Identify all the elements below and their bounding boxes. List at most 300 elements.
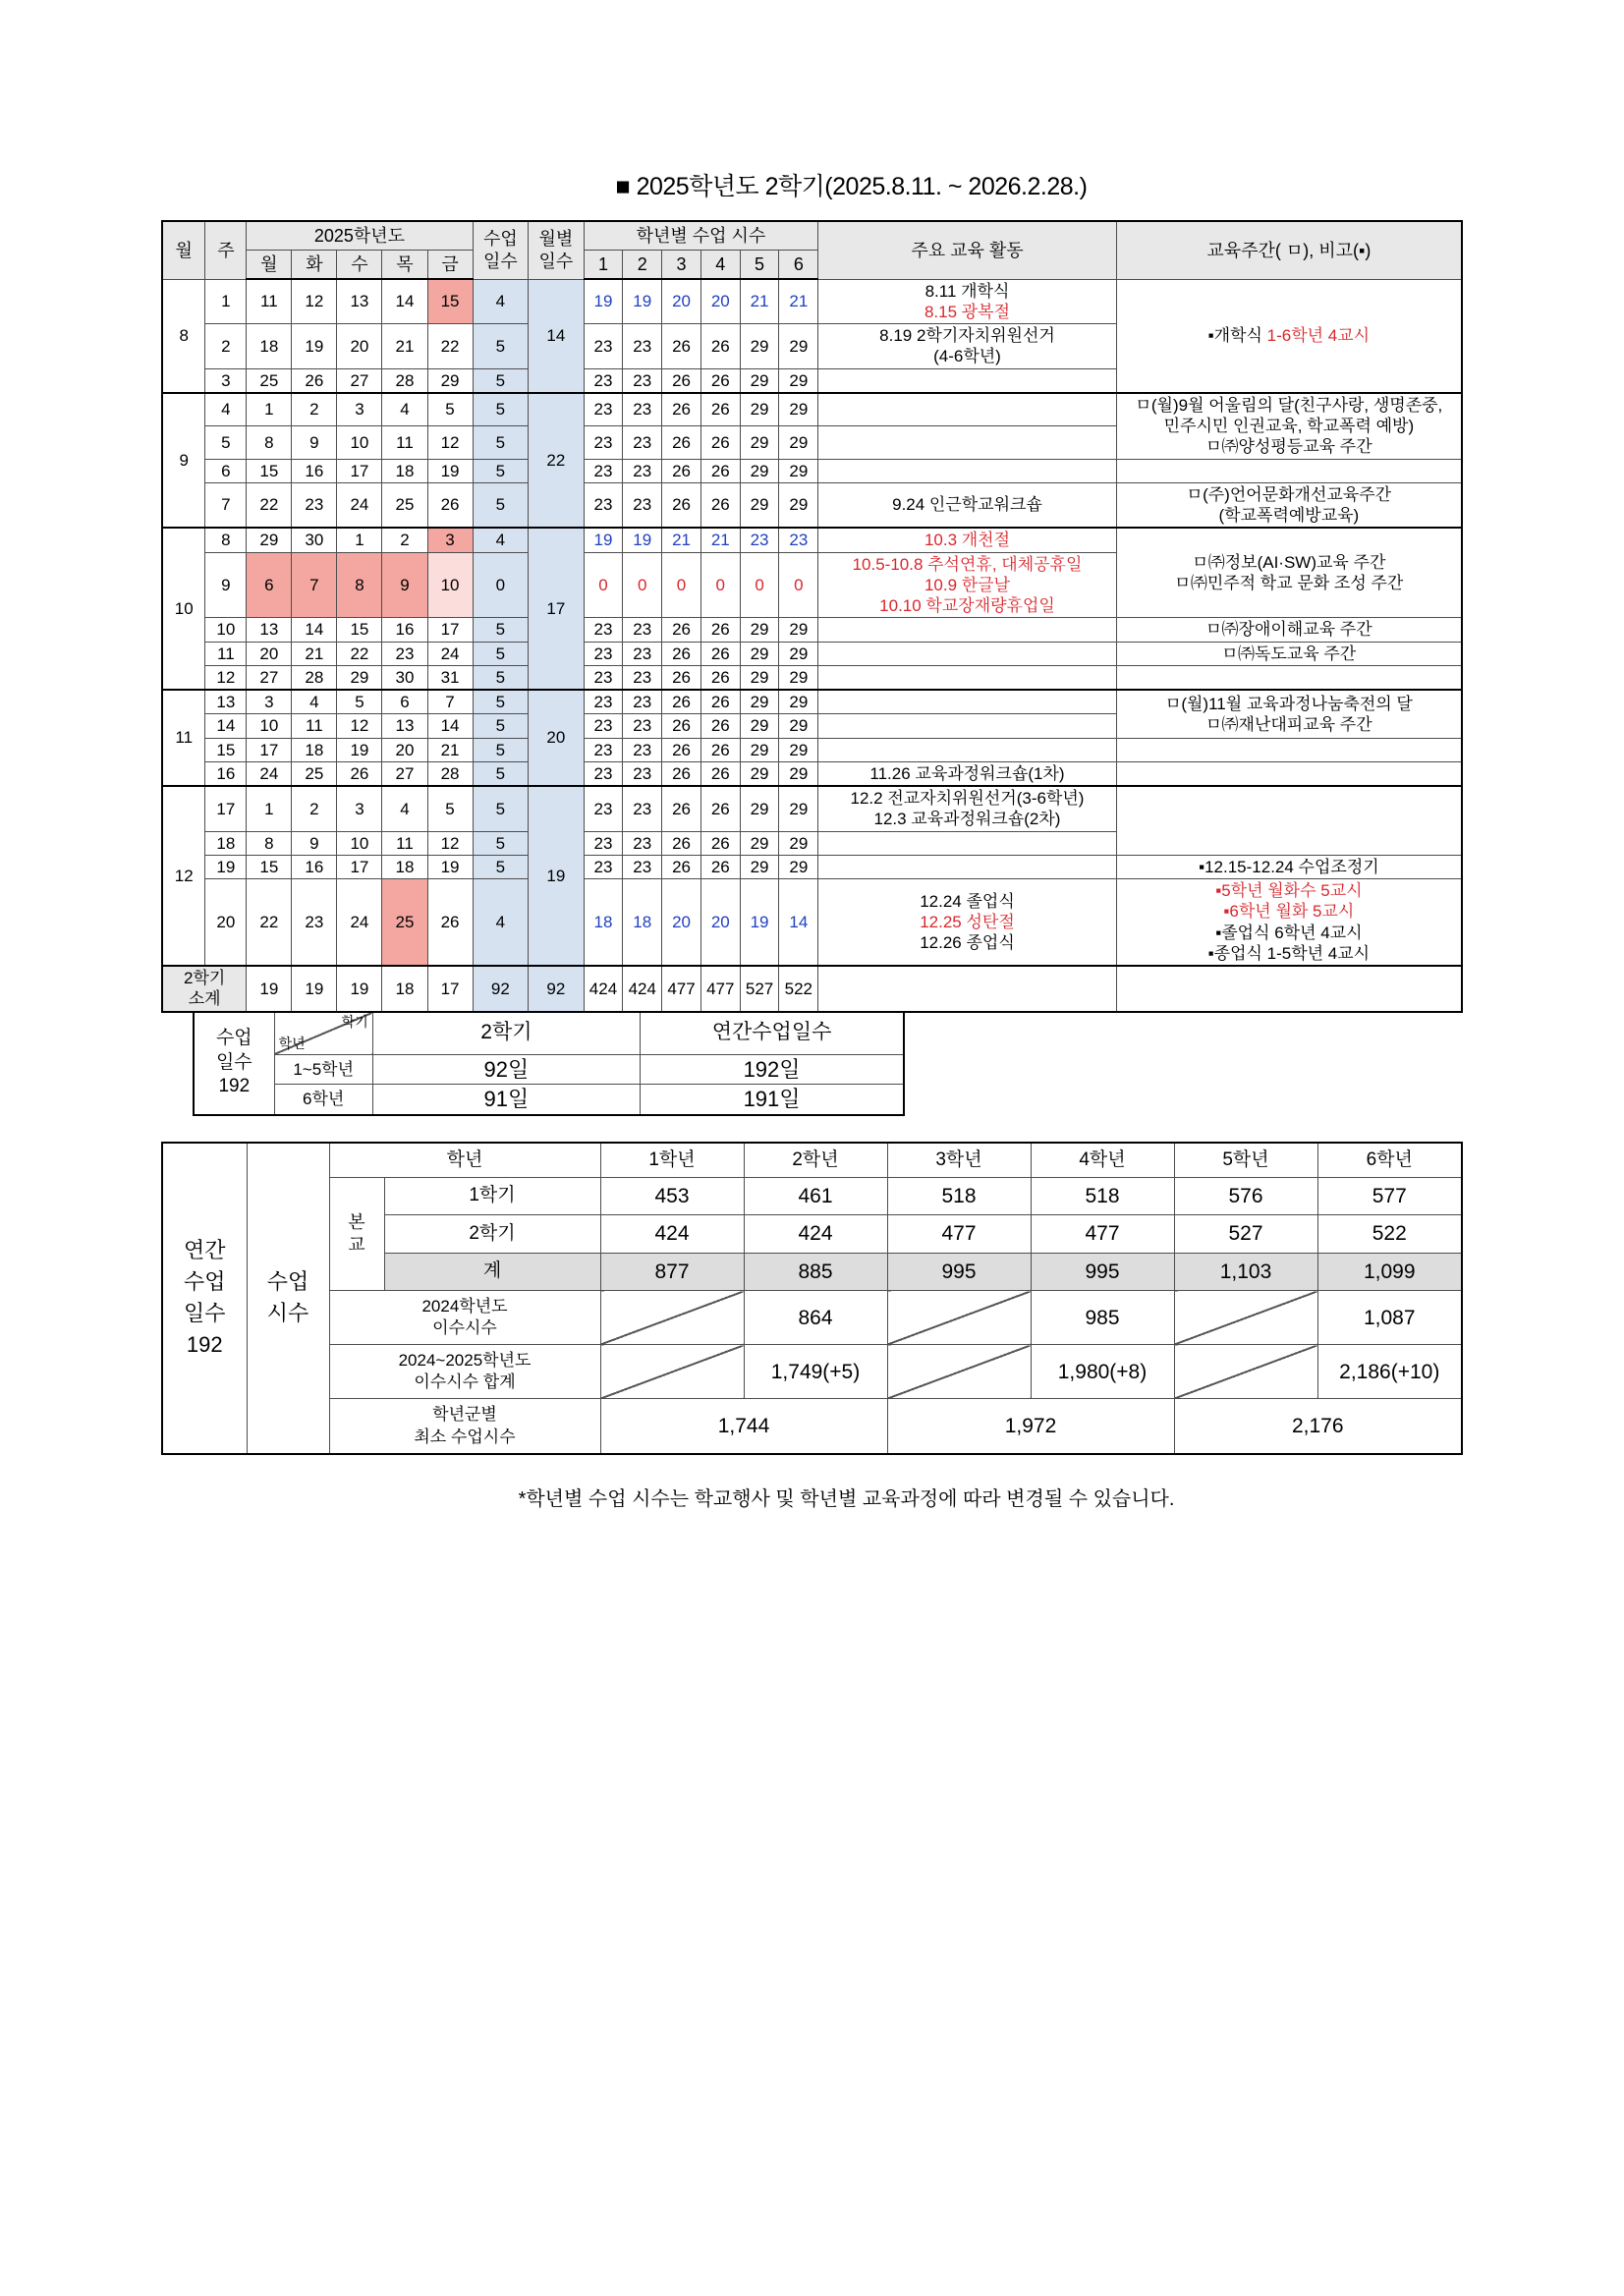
edu-week-note-cell (1116, 665, 1462, 690)
month-label: 10 (162, 528, 205, 690)
grade-hours-value: 26 (662, 482, 701, 528)
grade-hours-value: 29 (779, 855, 818, 878)
days-summary-left-1: 수업 (215, 1027, 252, 1048)
grade-hours-value: 23 (623, 690, 662, 714)
date-cell: 17 (427, 618, 473, 642)
month-label: 8 (162, 279, 205, 393)
date-cell: 19 (427, 459, 473, 482)
grade-hours-value: 29 (740, 459, 779, 482)
cell-value: 995 (1031, 1253, 1174, 1290)
header-grade-1: 1 (584, 251, 623, 280)
header-grade-5: 5 (740, 251, 779, 280)
date-cell: 11 (292, 714, 337, 738)
grade-hours-value: 29 (779, 368, 818, 393)
subtotal-row (162, 966, 1462, 1012)
week-number: 14 (205, 714, 247, 738)
edu-week-note-cell: ▪5학년 월화수 5교시 ▪6학년 월화 5교시 ▪졸업식 6학년 4교시 ▪종업식 1-5학년 4교시 (1116, 879, 1462, 967)
grade-hours-value: 26 (662, 393, 701, 426)
grade-hours-value: 23 (623, 665, 662, 690)
grade-hours-value: 26 (662, 738, 701, 761)
table-row (162, 459, 1462, 482)
month-days-value: 20 (529, 690, 585, 786)
table-row (162, 279, 1462, 324)
header-day-0: 월 (247, 251, 292, 280)
date-cell: 19 (337, 738, 382, 761)
date-cell: 7 (427, 690, 473, 714)
grade-hours-value: 29 (740, 482, 779, 528)
date-cell: 12 (292, 279, 337, 324)
header-month-days: 월별 일수 (529, 221, 585, 279)
grade-hours-value: 23 (584, 324, 623, 369)
class-days-value: 5 (473, 618, 529, 642)
edu-week-note-cell: ㅁ(월)9월 어울림의 달(친구사랑, 생명존중, 민주시민 인권교육, 학교폭력 예방) ㅁ㈜양성평등교육 주간 (1116, 393, 1462, 459)
subtotal-grade-hours: 522 (779, 966, 818, 1012)
header-grade-2: 2 (623, 251, 662, 280)
grade-hours-value: 26 (662, 714, 701, 738)
date-cell: 2 (382, 528, 427, 552)
date-cell: 28 (292, 665, 337, 690)
date-cell: 27 (247, 665, 292, 690)
date-cell: 13 (382, 714, 427, 738)
grade-hours-value: 26 (662, 761, 701, 786)
grade-hours-value: 29 (779, 831, 818, 855)
days-summary-left-2: 일수 (215, 1051, 252, 1073)
date-cell: 15 (247, 459, 292, 482)
table-row (162, 690, 1462, 714)
edu-week-note-cell (1116, 738, 1462, 761)
table-row (162, 786, 1462, 831)
activity-cell: 8.19 2학기자치위원선거 (4-6학년) (818, 324, 1117, 369)
header-year: 2025학년도 (247, 221, 473, 251)
grade-hours-value: 29 (779, 714, 818, 738)
date-cell: 15 (337, 618, 382, 642)
table-row (162, 879, 1462, 967)
date-cell: 31 (427, 665, 473, 690)
edu-week-note-cell: ▪개학식 1-6학년 4교시 (1116, 279, 1462, 393)
date-cell: 24 (427, 642, 473, 665)
class-days-value: 5 (473, 786, 529, 831)
date-cell: 3 (247, 690, 292, 714)
activity-cell (818, 393, 1117, 426)
grade-hours-value: 0 (779, 552, 818, 618)
grade-hours-value: 23 (623, 831, 662, 855)
grade-hours-value: 26 (700, 368, 740, 393)
grade-hours-value: 29 (740, 665, 779, 690)
grade-hours-value: 21 (740, 279, 779, 324)
grade-hours-value: 26 (662, 324, 701, 369)
grade-hours-value: 18 (584, 879, 623, 967)
week-number: 11 (205, 642, 247, 665)
grade-hours-value: 23 (584, 831, 623, 855)
cell-value: 522 (1317, 1215, 1462, 1253)
grade-hours-value: 26 (700, 642, 740, 665)
class-days-value: 5 (473, 324, 529, 369)
grade-hours-value: 26 (700, 393, 740, 426)
cell-value: 877 (600, 1253, 744, 1290)
date-cell: 24 (247, 761, 292, 786)
subtotal-month-days: 92 (529, 966, 585, 1012)
date-cell: 13 (337, 279, 382, 324)
row-label: 2학기 (384, 1215, 600, 1253)
annual-left-1: 연간 (183, 1238, 226, 1263)
grade-hours-value: 23 (584, 368, 623, 393)
date-cell: 25 (247, 368, 292, 393)
date-cell: 28 (382, 368, 427, 393)
week-number: 2 (205, 324, 247, 369)
grade-hours-value: 23 (623, 738, 662, 761)
grade-hours-value: 29 (740, 761, 779, 786)
activity-cell: 9.24 인근학교워크숍 (818, 482, 1117, 528)
cell-value: 1,749(+5) (744, 1345, 887, 1399)
grade-hours-value: 18 (623, 879, 662, 967)
date-cell: 9 (292, 831, 337, 855)
class-days-value: 5 (473, 761, 529, 786)
week-number: 16 (205, 761, 247, 786)
date-cell: 10 (337, 831, 382, 855)
subtotal-grade-hours: 477 (662, 966, 701, 1012)
date-cell: 19 (292, 324, 337, 369)
grade-hours-value: 23 (584, 665, 623, 690)
grade-hours-value: 23 (584, 786, 623, 831)
two-year-label-2: 이수시수 합계 (414, 1372, 516, 1392)
grade-hours-value: 29 (779, 482, 818, 528)
class-days-value: 4 (473, 528, 529, 552)
header-day-3: 목 (382, 251, 427, 280)
header-grade-4: 4 (700, 251, 740, 280)
date-cell: 20 (382, 738, 427, 761)
grade-hours-value: 26 (662, 690, 701, 714)
date-cell: 3 (337, 393, 382, 426)
month-label: 12 (162, 786, 205, 966)
semester-days-value: 91일 (372, 1085, 640, 1115)
week-number: 10 (205, 618, 247, 642)
date-cell: 17 (337, 855, 382, 878)
table-row (162, 618, 1462, 642)
cell-value: 1,980(+8) (1031, 1345, 1174, 1399)
table-row (162, 1178, 1462, 1215)
date-cell: 1 (247, 786, 292, 831)
activity-cell (818, 714, 1117, 738)
subtotal-label: 2학기 소계 (162, 966, 247, 1012)
date-cell: 15 (247, 855, 292, 878)
grade-hours-value: 29 (740, 831, 779, 855)
header-class-days: 수업 일수 (473, 221, 529, 279)
annual-left-3: 일수 (183, 1301, 226, 1326)
date-cell: 5 (337, 690, 382, 714)
subtotal-day-count: 19 (337, 966, 382, 1012)
date-cell: 16 (292, 855, 337, 878)
header-month: 월 (162, 221, 205, 279)
grade-range-label: 6학년 (274, 1085, 372, 1115)
date-cell: 4 (292, 690, 337, 714)
class-days-value: 4 (473, 279, 529, 324)
date-cell: 22 (247, 482, 292, 528)
grade-hours-value: 26 (662, 459, 701, 482)
activity-cell: 11.26 교육과정워크숍(1차) (818, 761, 1117, 786)
date-cell: 24 (337, 482, 382, 528)
table-row (162, 665, 1462, 690)
date-cell: 5 (427, 393, 473, 426)
class-days-value: 5 (473, 738, 529, 761)
grade-hours-value: 14 (779, 879, 818, 967)
grade-hours-value: 23 (623, 324, 662, 369)
table-row (162, 642, 1462, 665)
grade-hours-value: 23 (584, 426, 623, 459)
grade-hours-value: 23 (623, 459, 662, 482)
grade-hours-value: 26 (700, 324, 740, 369)
empty-diagonal-cell (1174, 1345, 1317, 1399)
week-number: 6 (205, 459, 247, 482)
grade-hours-value: 23 (623, 393, 662, 426)
grade-hours-value: 23 (584, 618, 623, 642)
table-row (162, 738, 1462, 761)
days-summary-corner: 학기 학년 (274, 1012, 372, 1055)
annual-grade-header: 학년 (329, 1143, 600, 1178)
week-number: 12 (205, 665, 247, 690)
grade-hours-value: 29 (740, 855, 779, 878)
date-cell: 12 (427, 426, 473, 459)
cell-value: 527 (1174, 1215, 1317, 1253)
activity-cell (818, 738, 1117, 761)
class-days-value: 5 (473, 368, 529, 393)
week-number: 15 (205, 738, 247, 761)
grade-hours-value: 29 (740, 642, 779, 665)
empty-diagonal-cell (600, 1345, 744, 1399)
date-cell: 25 (382, 482, 427, 528)
table-row (162, 761, 1462, 786)
subtotal-day-count: 19 (247, 966, 292, 1012)
grade-hours-value: 23 (623, 482, 662, 528)
grade-col-header: 4학년 (1031, 1143, 1174, 1178)
cell-value: 885 (744, 1253, 887, 1290)
grade-hours-value: 26 (700, 690, 740, 714)
edu-week-note-cell: ㅁ(월)11월 교육과정나눔축전의 달 ㅁ㈜재난대피교육 주간 (1116, 690, 1462, 738)
date-cell: 25 (292, 761, 337, 786)
date-cell: 27 (382, 761, 427, 786)
class-days-value: 5 (473, 393, 529, 426)
date-cell: 11 (382, 426, 427, 459)
date-cell: 1 (247, 393, 292, 426)
annual-left-2: 수업 (183, 1269, 226, 1295)
annual-hours-label-1: 수업 (266, 1269, 309, 1295)
activity-cell (818, 642, 1117, 665)
grade-hours-value: 29 (779, 393, 818, 426)
cell-value: 518 (887, 1178, 1031, 1215)
week-number: 5 (205, 426, 247, 459)
class-days-value: 4 (473, 879, 529, 967)
grade-hours-value: 23 (584, 459, 623, 482)
week-number: 13 (205, 690, 247, 714)
date-cell: 26 (337, 761, 382, 786)
grade-hours-value: 19 (623, 279, 662, 324)
grade-hours-value: 23 (584, 482, 623, 528)
cell-value: 424 (600, 1215, 744, 1253)
date-cell: 14 (292, 618, 337, 642)
date-cell: 7 (292, 552, 337, 618)
activity-cell: 10.5-10.8 추석연휴, 대체공휴일 10.9 한글날 10.10 학교장재량휴업일 (818, 552, 1117, 618)
grade-col-header: 2학년 (744, 1143, 887, 1178)
minimum-label-1: 학년군별 (432, 1405, 497, 1425)
month-label: 11 (162, 690, 205, 786)
grade-hours-value: 26 (700, 618, 740, 642)
grade-hours-value: 21 (662, 528, 701, 552)
annual-days-value: 191일 (641, 1085, 904, 1115)
subtotal-day-count: 18 (382, 966, 427, 1012)
week-number: 8 (205, 528, 247, 552)
date-cell: 10 (427, 552, 473, 618)
grade-hours-value: 23 (623, 714, 662, 738)
date-cell: 23 (292, 482, 337, 528)
grade-hours-value: 26 (700, 665, 740, 690)
class-days-value: 5 (473, 459, 529, 482)
table-row (162, 855, 1462, 878)
subtotal-day-count: 17 (427, 966, 473, 1012)
activity-cell (818, 368, 1117, 393)
grade-hours-value: 29 (779, 761, 818, 786)
table-row (162, 393, 1462, 426)
class-days-summary-table (193, 1011, 905, 1116)
annual-left-4: 192 (186, 1331, 223, 1357)
month-days-value: 19 (529, 786, 585, 966)
grade-hours-value: 0 (584, 552, 623, 618)
grade-hours-value: 23 (623, 618, 662, 642)
grade-hours-value: 29 (740, 738, 779, 761)
cell-value: 1,103 (1174, 1253, 1317, 1290)
header-grade-hours: 학년별 수업 시수 (584, 221, 818, 251)
week-number: 3 (205, 368, 247, 393)
header-day-4: 금 (427, 251, 473, 280)
class-days-value: 5 (473, 665, 529, 690)
date-cell: 28 (427, 761, 473, 786)
date-cell: 4 (382, 393, 427, 426)
grade-hours-value: 26 (700, 855, 740, 878)
grade-hours-value: 0 (623, 552, 662, 618)
grade-hours-value: 26 (700, 786, 740, 831)
subtotal-grade-hours: 424 (584, 966, 623, 1012)
week-number: 1 (205, 279, 247, 324)
grade-col-header: 3학년 (887, 1143, 1031, 1178)
semester-calendar-table (161, 220, 1463, 1013)
grade-hours-value: 26 (662, 786, 701, 831)
grade-hours-value: 20 (700, 279, 740, 324)
grade-hours-value: 23 (623, 642, 662, 665)
cell-value: 477 (1031, 1215, 1174, 1253)
grade-hours-value: 19 (584, 528, 623, 552)
date-cell: 23 (292, 879, 337, 967)
week-number: 9 (205, 552, 247, 618)
grade-hours-value: 29 (779, 324, 818, 369)
week-number: 19 (205, 855, 247, 878)
edu-week-note-cell (1116, 459, 1462, 482)
activity-cell: 10.3 개천절 (818, 528, 1117, 552)
grade-hours-value: 29 (779, 618, 818, 642)
date-cell: 12 (337, 714, 382, 738)
date-cell: 9 (382, 552, 427, 618)
date-cell: 6 (247, 552, 292, 618)
date-cell: 20 (337, 324, 382, 369)
activity-cell: 12.24 졸업식 12.25 성탄절 12.26 종업식 (818, 879, 1117, 967)
subtotal-grade-hours: 424 (623, 966, 662, 1012)
grade-hours-value: 20 (700, 879, 740, 967)
prev-year-label-1: 2024학년도 (421, 1297, 508, 1316)
annual-hours-table (161, 1142, 1463, 1455)
grade-hours-value: 23 (623, 368, 662, 393)
date-cell: 18 (247, 324, 292, 369)
cell-value: 424 (744, 1215, 887, 1253)
grade-hours-value: 20 (662, 279, 701, 324)
month-days-value: 22 (529, 393, 585, 529)
school-label-1: 본 (348, 1211, 365, 1232)
grade-hours-value: 29 (779, 459, 818, 482)
cell-value: 995 (887, 1253, 1031, 1290)
grade-hours-value: 26 (700, 738, 740, 761)
annual-days-value: 192일 (641, 1054, 904, 1085)
grade-hours-value: 23 (623, 426, 662, 459)
date-cell: 16 (292, 459, 337, 482)
class-days-value: 5 (473, 855, 529, 878)
grade-hours-value: 29 (740, 714, 779, 738)
date-cell: 18 (292, 738, 337, 761)
date-cell: 22 (427, 324, 473, 369)
grade-hours-value: 26 (662, 368, 701, 393)
grade-hours-value: 29 (779, 665, 818, 690)
cell-value: 864 (744, 1291, 887, 1345)
grade-hours-value: 29 (740, 426, 779, 459)
cell-value: 2,186(+10) (1317, 1345, 1462, 1399)
date-cell: 30 (382, 665, 427, 690)
empty-diagonal-cell (600, 1291, 744, 1345)
edu-week-note-cell: ▪12.15-12.24 수업조정기 (1116, 855, 1462, 878)
cell-value: 1,087 (1317, 1291, 1462, 1345)
date-cell: 6 (382, 690, 427, 714)
table-row (162, 482, 1462, 528)
date-cell: 15 (427, 279, 473, 324)
class-days-value: 5 (473, 642, 529, 665)
cell-value: 477 (887, 1215, 1031, 1253)
header-day-1: 화 (292, 251, 337, 280)
date-cell: 24 (337, 879, 382, 967)
date-cell: 2 (292, 786, 337, 831)
date-cell: 23 (382, 642, 427, 665)
grade-hours-value: 29 (779, 642, 818, 665)
grade-hours-value: 19 (623, 528, 662, 552)
subtotal-note (1116, 966, 1462, 1012)
grade-hours-value: 29 (779, 738, 818, 761)
grade-hours-value: 23 (623, 761, 662, 786)
date-cell: 20 (247, 642, 292, 665)
grade-hours-value: 21 (700, 528, 740, 552)
grade-hours-value: 0 (662, 552, 701, 618)
grade-hours-value: 23 (623, 855, 662, 878)
date-cell: 5 (427, 786, 473, 831)
activity-cell (818, 855, 1117, 878)
grade-hours-value: 23 (584, 761, 623, 786)
date-cell: 26 (427, 482, 473, 528)
week-number: 17 (205, 786, 247, 831)
table-row (162, 1345, 1462, 1399)
semester-header: 2학기 (372, 1012, 640, 1055)
page-title: ■ 2025학년도 2학기(2025.8.11. ~ 2026.2.28.) (615, 173, 1088, 200)
activity-cell (818, 831, 1117, 855)
cell-value: 576 (1174, 1178, 1317, 1215)
table-row (162, 1399, 1462, 1454)
grade-col-header: 6학년 (1317, 1143, 1462, 1178)
date-cell: 21 (427, 738, 473, 761)
date-cell: 18 (382, 459, 427, 482)
date-cell: 9 (292, 426, 337, 459)
grade-hours-value: 20 (662, 879, 701, 967)
grade-hours-value: 0 (740, 552, 779, 618)
